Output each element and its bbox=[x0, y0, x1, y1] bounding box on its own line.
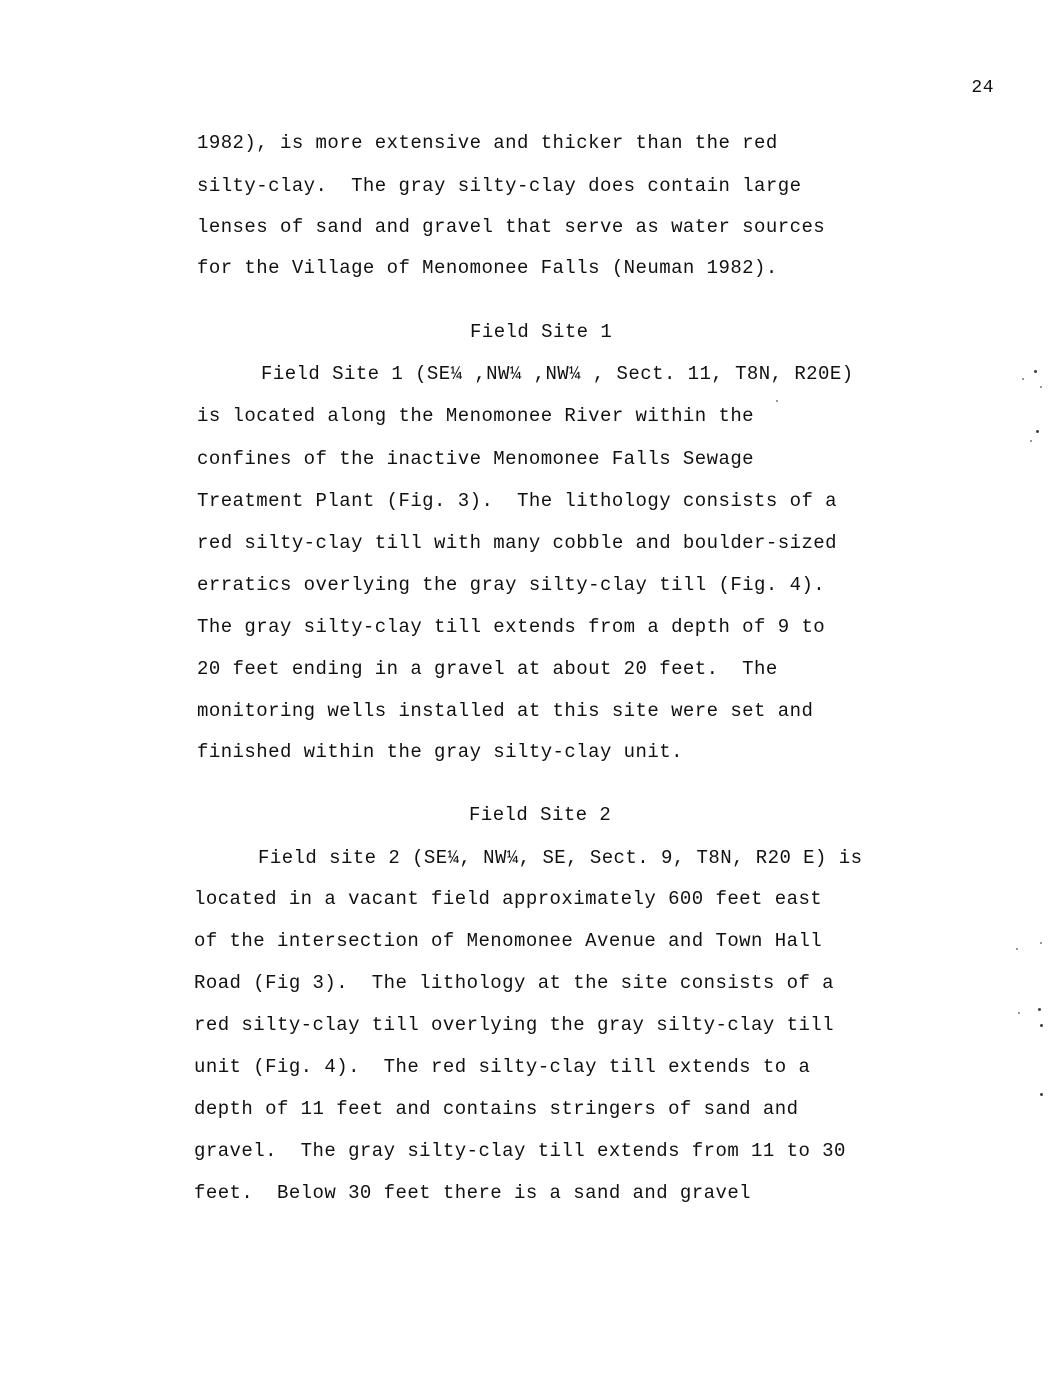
scan-speck bbox=[1034, 370, 1037, 373]
text-line: depth of 11 feet and contains stringers of sand and bbox=[194, 1098, 799, 1120]
text-line: Field Site 1 (SE¼ ,NW¼ ,NW¼ , Sect. 11, T8N, R20E) bbox=[261, 363, 854, 385]
section-heading-field-site-2: Field Site 2 bbox=[469, 804, 612, 826]
text-line: erratics overlying the gray silty-clay till (Fig. 4). bbox=[197, 574, 826, 596]
text-line: Road (Fig 3). The lithology at the site consists of a bbox=[194, 972, 834, 994]
text-line: silty-clay. The gray silty-clay does contain large bbox=[197, 175, 802, 197]
page-number: 24 bbox=[971, 78, 994, 98]
text-line: of the intersection of Menomonee Avenue and Town Hall bbox=[194, 930, 823, 952]
text-line: is located along the Menomonee River within the bbox=[197, 405, 755, 427]
scan-speck bbox=[1030, 440, 1032, 442]
text-line: lenses of sand and gravel that serve as water sources bbox=[197, 216, 826, 238]
text-line: Field site 2 (SE¼, NW¼, SE, Sect. 9, T8N, R20 E) is bbox=[258, 847, 863, 869]
text-line: located in a vacant field approximately 600 feet east bbox=[194, 888, 823, 910]
scan-speck bbox=[1040, 1093, 1043, 1096]
scan-speck bbox=[1040, 942, 1042, 944]
scan-speck bbox=[1040, 1024, 1043, 1027]
scan-speck bbox=[1036, 430, 1039, 433]
text-line: for the Village of Menomonee Falls (Neuman 1982). bbox=[197, 257, 778, 279]
text-line: Treatment Plant (Fig. 3). The lithology consists of a bbox=[197, 490, 837, 512]
scan-speck bbox=[1038, 1008, 1041, 1011]
scan-speck bbox=[1016, 948, 1018, 950]
text-line: confines of the inactive Menomonee Falls Sewage bbox=[197, 448, 755, 470]
text-line: monitoring wells installed at this site were set and bbox=[197, 700, 814, 722]
text-line: unit (Fig. 4). The red silty-clay till extends to a bbox=[194, 1056, 811, 1078]
text-line: finished within the gray silty-clay unit. bbox=[197, 741, 683, 763]
text-line: red silty-clay till with many cobble and boulder-sized bbox=[197, 532, 837, 554]
text-line: 20 feet ending in a gravel at about 20 feet. The bbox=[197, 658, 778, 680]
scan-speck bbox=[1018, 1012, 1020, 1014]
text-line: red silty-clay till overlying the gray silty-clay till bbox=[194, 1014, 834, 1036]
scan-speck bbox=[1040, 386, 1042, 388]
text-line: 1982), is more extensive and thicker than the red bbox=[197, 132, 778, 154]
text-line: feet. Below 30 feet there is a sand and gravel bbox=[194, 1182, 752, 1204]
scan-speck bbox=[1022, 378, 1024, 380]
text-line: The gray silty-clay till extends from a depth of 9 to bbox=[197, 616, 826, 638]
text-line: gravel. The gray silty-clay till extends from 11 to 30 bbox=[194, 1140, 846, 1162]
section-heading-field-site-1: Field Site 1 bbox=[470, 321, 613, 343]
scan-speck bbox=[776, 400, 778, 402]
